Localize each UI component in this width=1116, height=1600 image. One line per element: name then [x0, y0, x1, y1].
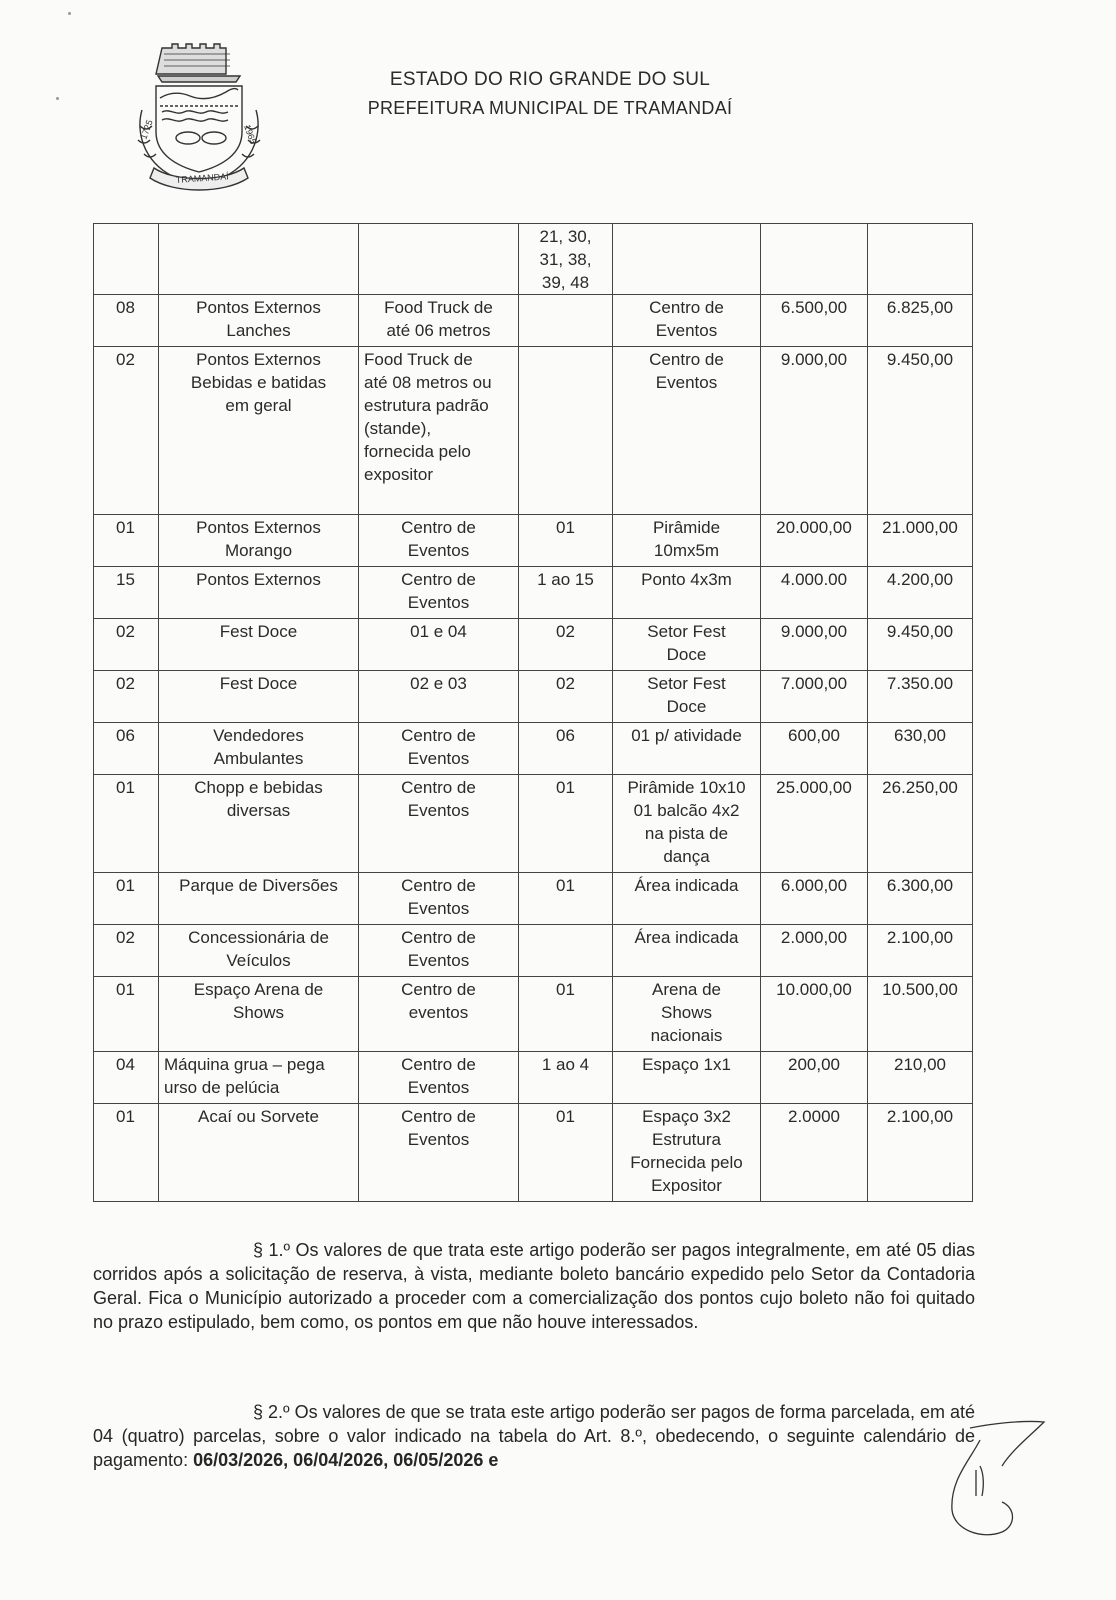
scan-speck	[56, 97, 59, 100]
table-cell-c3: Centro de Eventos	[359, 873, 519, 925]
points-price-table	[93, 223, 973, 1202]
table-row	[94, 775, 973, 873]
table-cell-c4: 02	[519, 619, 613, 671]
table-row	[94, 723, 973, 775]
table-cell	[868, 224, 973, 295]
table-cell-c7: 630,00	[868, 723, 973, 775]
table-cell-c5: Espaço 3x2 Estrutura Fornecida pelo Expositor	[613, 1104, 761, 1202]
table-cell-c5: 01 p/ atividade	[613, 723, 761, 775]
table-cell	[159, 224, 359, 295]
table-cell-c5: Arena de Shows nacionais	[613, 977, 761, 1052]
table-cell-c3: Centro de Eventos	[359, 1104, 519, 1202]
table-cell-c3: 01 e 04	[359, 619, 519, 671]
table-cell-c3: Centro de eventos	[359, 977, 519, 1052]
table-cell-c1: 01	[94, 977, 159, 1052]
handwritten-initials-signature	[940, 1410, 1050, 1550]
table-cell-c1: 02	[94, 347, 159, 515]
table-cell-c1: 01	[94, 1104, 159, 1202]
table-cell-c4	[519, 347, 613, 515]
table-cell-c7: 9.450,00	[868, 619, 973, 671]
table-cell-c2: Concessionária de Veículos	[159, 925, 359, 977]
table-row	[94, 224, 973, 295]
table-cell-c1: 01	[94, 873, 159, 925]
table-cell-c4	[519, 295, 613, 347]
table-row	[94, 295, 973, 347]
table-cell-c2: Acaí ou Sorvete	[159, 1104, 359, 1202]
table-cell-c3: 02 e 03	[359, 671, 519, 723]
table-cell-c4: 06	[519, 723, 613, 775]
table-cell-c2: Fest Doce	[159, 619, 359, 671]
table-cell-c7: 7.350.00	[868, 671, 973, 723]
table-cell-c6: 2.0000	[761, 1104, 868, 1202]
table-row	[94, 619, 973, 671]
table-cell-c6: 9.000,00	[761, 347, 868, 515]
scan-speck	[68, 12, 71, 15]
table-cell-c4: 01	[519, 515, 613, 567]
paragraph-2-tail: e	[488, 1450, 499, 1470]
table-cell-c6: 25.000,00	[761, 775, 868, 873]
table-cell	[94, 224, 159, 295]
table-cell-c2: Pontos Externos Morango	[159, 515, 359, 567]
table-cell-c4: 01	[519, 977, 613, 1052]
table-cell-c6: 9.000,00	[761, 619, 868, 671]
table-cell-c7: 9.450,00	[868, 347, 973, 515]
table-row	[94, 977, 973, 1052]
table-cell-c4: 1 ao 4	[519, 1052, 613, 1104]
table-cell-c7: 4.200,00	[868, 567, 973, 619]
table-row	[94, 347, 973, 515]
table-cell-c5: Centro de Eventos	[613, 347, 761, 515]
table-cell-c6: 6.000,00	[761, 873, 868, 925]
table-cell-c1: 06	[94, 723, 159, 775]
municipality-title: PREFEITURA MUNICIPAL DE TRAMANDAÍ	[367, 98, 733, 118]
table-cell-c6: 2.000,00	[761, 925, 868, 977]
table-cell-c3: Centro de Eventos	[359, 567, 519, 619]
table-cell-c2: Fest Doce	[159, 671, 359, 723]
table-cell-c1: 08	[94, 295, 159, 347]
table-cell-c4: 01	[519, 873, 613, 925]
table-row	[94, 515, 973, 567]
table-row	[94, 671, 973, 723]
table-cell-c3: Centro de Eventos	[359, 1052, 519, 1104]
table-cell-c5: Setor Fest Doce	[613, 619, 761, 671]
table-cell-c7: 6.825,00	[868, 295, 973, 347]
table-cell-c4	[519, 925, 613, 977]
table-cell-c3: Food Truck de até 06 metros	[359, 295, 519, 347]
table-cell-c7: 10.500,00	[868, 977, 973, 1052]
paragraph-1: § 1.º Os valores de que trata este artigo poderão ser pagos integralmente, em até 05 dias corridos após a solicitação de reserva, à vista, mediante boleto bancário expedido pelo Setor da Contadoria Geral. Fica o Município autorizado a proceder com a comercialização dos pontos cujo boleto não foi quitado no prazo estipulado, bem como, os pontos em que não houve interessados.	[93, 1240, 975, 1332]
table-cell-c3: Centro de Eventos	[359, 925, 519, 977]
table-cell-c1: 02	[94, 671, 159, 723]
table-cell-c3: Centro de Eventos	[359, 515, 519, 567]
svg-text:TRAMANDAÍ: TRAMANDAÍ	[175, 171, 230, 185]
table-cell-c5: Área indicada	[613, 925, 761, 977]
table-cell-c7: 2.100,00	[868, 925, 973, 977]
table-cell-locations: 21, 30, 31, 38, 39, 48	[519, 224, 613, 295]
table-cell-c3: Food Truck de até 08 metros ou estrutura padrão (stande), fornecida pelo expositor	[359, 347, 519, 515]
table-cell-c7: 26.250,00	[868, 775, 973, 873]
table-cell-c1: 01	[94, 775, 159, 873]
table-cell-c2: Pontos Externos Lanches	[159, 295, 359, 347]
table-cell-c2: Chopp e bebidas diversas	[159, 775, 359, 873]
table-cell-c1: 15	[94, 567, 159, 619]
table-cell-c1: 02	[94, 925, 159, 977]
table-cell-c4: 02	[519, 671, 613, 723]
svg-text:1725: 1725	[138, 118, 155, 141]
table-cell	[359, 224, 519, 295]
table-cell-c1: 01	[94, 515, 159, 567]
table-cell-c5: Área indicada	[613, 873, 761, 925]
table-row	[94, 925, 973, 977]
state-title: ESTADO DO RIO GRANDE DO SUL	[389, 69, 711, 90]
table-cell-c6: 20.000,00	[761, 515, 868, 567]
table-cell	[761, 224, 868, 295]
table-cell-c2: Pontos Externos Bebidas e batidas em geral	[159, 347, 359, 515]
table-cell-c2: Espaço Arena de Shows	[159, 977, 359, 1052]
table-cell-c5: Centro de Eventos	[613, 295, 761, 347]
table-row	[94, 1104, 973, 1202]
table-cell	[613, 224, 761, 295]
table-cell-c7: 210,00	[868, 1052, 973, 1104]
table-cell-c7: 6.300,00	[868, 873, 973, 925]
table-cell-c6: 600,00	[761, 723, 868, 775]
table-cell-c2: Pontos Externos	[159, 567, 359, 619]
table-cell-c6: 6.500,00	[761, 295, 868, 347]
table-row	[94, 873, 973, 925]
table-cell-c5: Ponto 4x3m	[613, 567, 761, 619]
table-cell-c4: 1 ao 15	[519, 567, 613, 619]
table-cell-c6: 4.000.00	[761, 567, 868, 619]
table-row	[94, 1052, 973, 1104]
table-cell-c5: Setor Fest Doce	[613, 671, 761, 723]
table-cell-c7: 2.100,00	[868, 1104, 973, 1202]
table-cell-c6: 7.000,00	[761, 671, 868, 723]
table-cell-c2: Vendedores Ambulantes	[159, 723, 359, 775]
table-cell-c7: 21.000,00	[868, 515, 973, 567]
table-cell-c4: 01	[519, 775, 613, 873]
table-cell-c1: 02	[94, 619, 159, 671]
table-cell-c4: 01	[519, 1104, 613, 1202]
table-cell-c6: 200,00	[761, 1052, 868, 1104]
table-cell-c5: Pirâmide 10x10 01 balcão 4x2 na pista de dança	[613, 775, 761, 873]
table-cell-c5: Espaço 1x1	[613, 1052, 761, 1104]
table-cell-c6: 10.000,00	[761, 977, 868, 1052]
payment-dates: 06/03/2026, 06/04/2026, 06/05/2026	[193, 1450, 484, 1470]
municipal-crest-logo	[132, 40, 266, 196]
svg-text:1965: 1965	[242, 123, 259, 146]
document-header	[340, 66, 760, 122]
table-cell-c3: Centro de Eventos	[359, 723, 519, 775]
table-cell-c1: 04	[94, 1052, 159, 1104]
table-cell-c2: Parque de Diversões	[159, 873, 359, 925]
table-cell-c3: Centro de Eventos	[359, 775, 519, 873]
table-cell-c2: Máquina grua – pega urso de pelúcia	[159, 1052, 359, 1104]
table-row	[94, 567, 973, 619]
paragraph-2: § 2.º Os valores de que se trata este artigo poderão ser pagos de forma parcelada, em até 04 (quatro) parcelas, sobre o valor indicado na tabela do Art. 8.º, obedecendo, o seguinte calendário de pagamento: 06/03/2026, 06/04/2026, 06/05/2026 e	[93, 1402, 975, 1470]
table-cell-c5: Pirâmide 10mx5m	[613, 515, 761, 567]
